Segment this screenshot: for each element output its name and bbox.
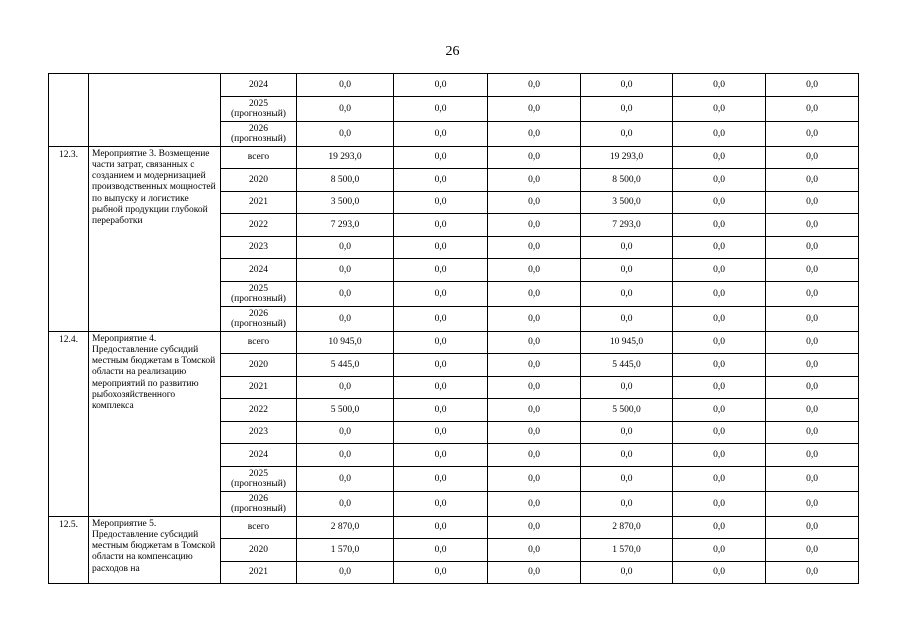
value-cell: 0,0: [581, 421, 673, 444]
year-label: (прогнозный): [231, 133, 286, 144]
year-cell: [221, 516, 297, 539]
item-name: Мероприятие 3. Возмещение части затрат, связанных с созданием и модернизацией производственных мощностей по выпуску и логистике рыбной продукции глубокой переработки: [89, 146, 221, 331]
value-cell: 0,0: [297, 259, 394, 282]
value-cell: 0,0: [394, 146, 488, 169]
item-number: 12.3.: [49, 146, 89, 331]
value-cell: 0,0: [766, 466, 859, 491]
value-cell: 0,0: [581, 376, 673, 399]
value-cell: 0,0: [394, 281, 488, 306]
value-cell: 0,0: [488, 354, 581, 377]
value-cell: 0,0: [766, 331, 859, 354]
value-cell: 0,0: [297, 491, 394, 516]
value-cell: 0,0: [766, 516, 859, 539]
item-name: [89, 74, 221, 147]
year-cell: [221, 491, 297, 516]
year-cell: [221, 421, 297, 444]
year-label: всего: [247, 152, 270, 163]
value-cell: 0,0: [766, 376, 859, 399]
year-label: (прогнозный): [231, 108, 286, 119]
value-cell: 0,0: [766, 306, 859, 331]
value-cell: 0,0: [297, 96, 394, 121]
value-cell: 0,0: [766, 421, 859, 444]
value-cell: 0,0: [488, 399, 581, 422]
year-label: 2021: [249, 382, 268, 393]
year-label: 2021: [249, 197, 268, 208]
year-label: 2024: [249, 264, 268, 275]
year-label: (прогнозный): [231, 318, 286, 329]
value-cell: 0,0: [488, 466, 581, 491]
year-label: (прогнозный): [231, 293, 286, 304]
value-cell: 0,0: [297, 121, 394, 146]
value-cell: 0,0: [394, 539, 488, 562]
value-cell: 0,0: [766, 281, 859, 306]
value-cell: 0,0: [766, 236, 859, 259]
table-row: [49, 331, 859, 354]
year-label: (прогнозный): [231, 478, 286, 489]
item-number: 12.5.: [49, 516, 89, 584]
value-cell: 0,0: [673, 354, 766, 377]
year-label: 2025: [249, 283, 268, 294]
value-cell: 0,0: [673, 399, 766, 422]
page-number: 26: [445, 44, 460, 59]
value-cell: 0,0: [394, 466, 488, 491]
year-cell: [221, 169, 297, 192]
value-cell: 0,0: [673, 331, 766, 354]
year-cell: [221, 306, 297, 331]
year-label: 2022: [249, 219, 268, 230]
value-cell: 0,0: [488, 146, 581, 169]
value-cell: 0,0: [581, 74, 673, 97]
value-cell: 0,0: [394, 516, 488, 539]
year-label: 2026: [249, 493, 268, 504]
year-cell: [221, 561, 297, 584]
value-cell: 0,0: [297, 281, 394, 306]
value-cell: 0,0: [394, 376, 488, 399]
value-cell: 0,0: [673, 146, 766, 169]
value-cell: 0,0: [766, 146, 859, 169]
value-cell: 0,0: [581, 444, 673, 467]
item-name: Мероприятие 5. Предоставление субсидий местным бюджетам в Томской области на компенсацию расходов на: [89, 516, 221, 584]
value-cell: 0,0: [488, 444, 581, 467]
year-label: 2021: [249, 567, 268, 578]
value-cell: 0,0: [581, 561, 673, 584]
value-cell: 0,0: [394, 121, 488, 146]
value-cell: 0,0: [673, 516, 766, 539]
value-cell: 0,0: [673, 421, 766, 444]
value-cell: 0,0: [488, 96, 581, 121]
value-cell: 2 870,0: [581, 516, 673, 539]
value-cell: 0,0: [581, 96, 673, 121]
value-cell: 19 293,0: [581, 146, 673, 169]
value-cell: 0,0: [766, 399, 859, 422]
value-cell: 0,0: [581, 466, 673, 491]
year-cell: [221, 539, 297, 562]
table-row: [49, 146, 859, 169]
value-cell: 0,0: [766, 444, 859, 467]
value-cell: 0,0: [394, 191, 488, 214]
year-cell: [221, 331, 297, 354]
value-cell: 10 945,0: [297, 331, 394, 354]
value-cell: 0,0: [394, 214, 488, 237]
value-cell: 5 445,0: [297, 354, 394, 377]
year-label: 2023: [249, 242, 268, 253]
value-cell: 19 293,0: [297, 146, 394, 169]
value-cell: 0,0: [766, 96, 859, 121]
year-label: 2020: [249, 544, 268, 555]
value-cell: 3 500,0: [297, 191, 394, 214]
year-label: всего: [247, 522, 270, 533]
year-cell: [221, 376, 297, 399]
value-cell: 0,0: [488, 306, 581, 331]
value-cell: 0,0: [673, 491, 766, 516]
value-cell: 0,0: [766, 354, 859, 377]
value-cell: 2 870,0: [297, 516, 394, 539]
value-cell: 0,0: [673, 214, 766, 237]
value-cell: 0,0: [673, 121, 766, 146]
value-cell: 0,0: [394, 306, 488, 331]
value-cell: 0,0: [297, 74, 394, 97]
year-label: всего: [247, 337, 270, 348]
value-cell: 5 500,0: [581, 399, 673, 422]
year-cell: [221, 236, 297, 259]
value-cell: 0,0: [673, 306, 766, 331]
value-cell: 0,0: [581, 121, 673, 146]
value-cell: 0,0: [673, 96, 766, 121]
year-label: 2022: [249, 404, 268, 415]
value-cell: 0,0: [673, 539, 766, 562]
value-cell: 0,0: [394, 74, 488, 97]
value-cell: 8 500,0: [297, 169, 394, 192]
value-cell: 0,0: [673, 259, 766, 282]
year-label: 2024: [249, 449, 268, 460]
value-cell: 0,0: [488, 259, 581, 282]
year-cell: [221, 399, 297, 422]
year-label: (прогнозный): [231, 503, 286, 514]
year-label: 2023: [249, 427, 268, 438]
value-cell: 0,0: [673, 561, 766, 584]
year-label: 2025: [249, 468, 268, 479]
year-cell: [221, 214, 297, 237]
value-cell: 0,0: [297, 236, 394, 259]
item-number: [49, 74, 89, 147]
value-cell: 0,0: [488, 169, 581, 192]
year-label: 2020: [249, 174, 268, 185]
value-cell: 0,0: [766, 561, 859, 584]
value-cell: 0,0: [673, 236, 766, 259]
year-cell: [221, 191, 297, 214]
year-cell: [221, 281, 297, 306]
value-cell: 0,0: [581, 236, 673, 259]
value-cell: 0,0: [297, 421, 394, 444]
value-cell: 0,0: [581, 259, 673, 282]
value-cell: 0,0: [673, 74, 766, 97]
value-cell: 0,0: [673, 281, 766, 306]
value-cell: 0,0: [488, 516, 581, 539]
year-label: 2026: [249, 123, 268, 134]
value-cell: 0,0: [394, 491, 488, 516]
value-cell: 1 570,0: [297, 539, 394, 562]
value-cell: 0,0: [488, 74, 581, 97]
value-cell: 1 570,0: [581, 539, 673, 562]
value-cell: 0,0: [581, 306, 673, 331]
year-cell: [221, 121, 297, 146]
value-cell: 5 500,0: [297, 399, 394, 422]
budget-table: [48, 73, 859, 584]
year-cell: [221, 466, 297, 491]
value-cell: 0,0: [673, 169, 766, 192]
year-label: 2025: [249, 98, 268, 109]
value-cell: 0,0: [394, 259, 488, 282]
value-cell: 5 445,0: [581, 354, 673, 377]
value-cell: 0,0: [488, 331, 581, 354]
value-cell: 0,0: [766, 191, 859, 214]
year-cell: [221, 444, 297, 467]
value-cell: 0,0: [766, 169, 859, 192]
value-cell: 0,0: [766, 259, 859, 282]
value-cell: 0,0: [766, 121, 859, 146]
value-cell: 0,0: [673, 444, 766, 467]
value-cell: 0,0: [394, 331, 488, 354]
item-name: Мероприятие 4. Предоставление субсидий местным бюджетам в Томской области на реализацию мероприятий по развитию рыбохозяйственного комплекса: [89, 331, 221, 516]
value-cell: 0,0: [488, 236, 581, 259]
value-cell: 0,0: [488, 214, 581, 237]
value-cell: 3 500,0: [581, 191, 673, 214]
year-label: 2020: [249, 359, 268, 370]
value-cell: 0,0: [488, 191, 581, 214]
value-cell: 0,0: [488, 121, 581, 146]
value-cell: 0,0: [394, 96, 488, 121]
value-cell: 0,0: [394, 236, 488, 259]
table-row: [49, 74, 859, 97]
value-cell: 10 945,0: [581, 331, 673, 354]
value-cell: 0,0: [488, 491, 581, 516]
value-cell: 0,0: [488, 561, 581, 584]
value-cell: 0,0: [488, 376, 581, 399]
value-cell: 0,0: [394, 421, 488, 444]
value-cell: 0,0: [297, 444, 394, 467]
value-cell: 0,0: [297, 561, 394, 584]
value-cell: 8 500,0: [581, 169, 673, 192]
value-cell: 7 293,0: [297, 214, 394, 237]
value-cell: 0,0: [394, 169, 488, 192]
year-cell: [221, 146, 297, 169]
value-cell: 0,0: [297, 466, 394, 491]
year-cell: [221, 74, 297, 97]
value-cell: 0,0: [394, 444, 488, 467]
value-cell: 7 293,0: [581, 214, 673, 237]
year-cell: [221, 354, 297, 377]
year-label: 2024: [249, 79, 268, 90]
value-cell: 0,0: [766, 74, 859, 97]
value-cell: 0,0: [394, 354, 488, 377]
value-cell: 0,0: [766, 491, 859, 516]
table-row: [49, 516, 859, 539]
value-cell: 0,0: [488, 421, 581, 444]
value-cell: 0,0: [394, 399, 488, 422]
value-cell: 0,0: [673, 376, 766, 399]
value-cell: 0,0: [581, 491, 673, 516]
value-cell: 0,0: [488, 539, 581, 562]
item-number: 12.4.: [49, 331, 89, 516]
value-cell: 0,0: [673, 191, 766, 214]
value-cell: 0,0: [766, 214, 859, 237]
value-cell: 0,0: [297, 376, 394, 399]
year-cell: [221, 96, 297, 121]
value-cell: 0,0: [766, 539, 859, 562]
value-cell: 0,0: [673, 466, 766, 491]
table-body: [49, 74, 859, 584]
value-cell: 0,0: [297, 306, 394, 331]
year-label: 2026: [249, 308, 268, 319]
year-cell: [221, 259, 297, 282]
value-cell: 0,0: [581, 281, 673, 306]
value-cell: 0,0: [394, 561, 488, 584]
value-cell: 0,0: [488, 281, 581, 306]
